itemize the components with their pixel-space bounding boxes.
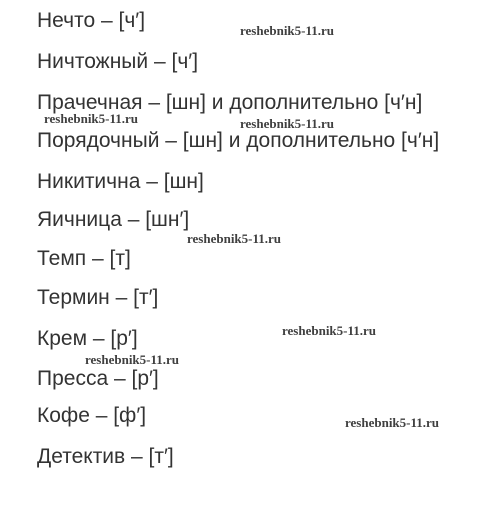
answer-line-yaichnitsa: Яичница – [шн′] — [37, 208, 190, 231]
answer-line-prachechnaya: Прачечная – [шн] и дополнительно [ч′н] — [37, 91, 423, 114]
watermark: reshebnik5-11.ru — [44, 111, 139, 126]
answer-line-nichtozhny: Ничтожный – [ч′] — [37, 50, 199, 73]
answer-line-nikitichna: Никитична – [шн] — [37, 170, 204, 193]
watermark: reshebnik5-11.ru — [187, 231, 282, 246]
answer-line-temp: Темп – [т] — [37, 247, 131, 270]
answer-line-kofe: Кофе – [ф′] — [37, 404, 147, 427]
answer-line-detektiv: Детектив – [т′] — [37, 445, 174, 468]
watermark: reshebnik5-11.ru — [345, 415, 440, 430]
watermark: reshebnik5-11.ru — [240, 116, 335, 131]
watermark: reshebnik5-11.ru — [282, 323, 377, 338]
watermark: reshebnik5-11.ru — [240, 23, 335, 38]
answer-line-krem: Крем – [р′] — [37, 327, 138, 350]
answer-line-necto: Нечто – [ч′] — [37, 9, 146, 32]
answer-line-pressa: Пресса – [р′] — [37, 367, 159, 390]
answer-line-poryadochny: Порядочный – [шн] и дополнительно [ч′н] — [37, 129, 440, 152]
answer-line-termin: Термин – [т′] — [37, 286, 159, 309]
watermark: reshebnik5-11.ru — [85, 352, 180, 367]
